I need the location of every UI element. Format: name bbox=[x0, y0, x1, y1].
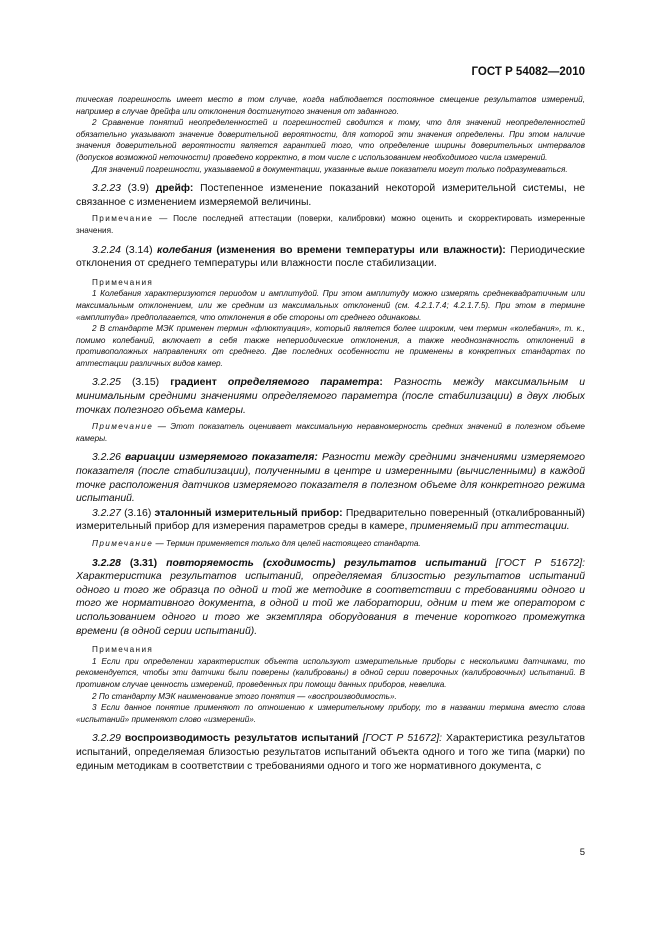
term-name: повторяемость (сходимость) результатов испытаний bbox=[166, 557, 487, 569]
document-body bbox=[76, 94, 585, 773]
term-3-2-28 bbox=[76, 557, 585, 639]
note-2: 2 Сравнение понятий неопределенностей и погрешностей сводится к тому, что для значений неопределенностей обязательно указывают значение доверительной вероятности, для которой эти значения определены. При этом наличие значения доверительной вероятности является гарантией того, что определение ширины доверительных интервалов (допусков возможной неточности) проведено корректно, в том числе с использованием необходимого числа измерений. bbox=[76, 118, 585, 162]
term-definition: Предварительно поверенный (откалиброванный) измерительный прибор для измерения параметров среды в камере, bbox=[76, 507, 586, 533]
term-definition: Разность между максимальным и минимальным средними значениями определяемого параметра (после стабилизации) в двух любых точках полезного объема камеры. bbox=[76, 377, 586, 416]
term-definition: Разности между средними значениями измеряемого показателя (после стабилизации), полученными в центре и измеренными (вычисленными) в каждой точке расположения датчиков измеряемого показателя в полезном объеме для конкретного режима испытаний. bbox=[76, 452, 585, 505]
term-definition-italic: применяемый при аттестации. bbox=[410, 521, 570, 533]
term-source: [ГОСТ Р 51672]: bbox=[495, 557, 586, 569]
term-3-2-23-note bbox=[76, 213, 585, 236]
document-code-header: ГОСТ Р 54082—2010 bbox=[471, 66, 585, 78]
note-2: 2 По стандарту МЭК наименование этого понятия — «воспроизводимость». bbox=[92, 691, 397, 701]
term-name: эталонный измерительный прибор: bbox=[154, 507, 343, 519]
note-text: — Термин применяется только для целей настоящего стандарта. bbox=[155, 539, 421, 548]
clause-reference: (3.9) bbox=[127, 183, 149, 195]
clause-reference: (3.15) bbox=[131, 377, 160, 389]
notes-heading: Примечания bbox=[92, 645, 154, 655]
term-definition: Характеристика результатов испытаний, определяемая близостью результатов испытаний одного и того же образца по одной и той же методике в соответствии с требованиями одного и того же нормативного документа, в одной и той же лаборатории, одним и тем же оператором с использованием одного и того же экземпляра оборудования в течение короткого промежутка времени (в одной серии испытаний). bbox=[76, 571, 585, 637]
term-definition: Постепенное изменение показаний некоторой измерительной системы, не связанное с изменением измеряемой величины. bbox=[76, 183, 585, 208]
clause-number: 3.2.28 bbox=[92, 557, 121, 569]
note-3: 3 Если данное понятие применяют по отношению к измерительному прибору, то в названии термина вместо слова «испытаний» применяют слово «измерений». bbox=[76, 703, 585, 724]
term-name: дрейф: bbox=[155, 183, 194, 195]
term-name-rest: (изменения во времени температуры или влажности): bbox=[216, 244, 506, 256]
note-label: Примечание bbox=[92, 422, 154, 432]
term-3-2-23 bbox=[76, 182, 585, 209]
note-label: Примечание bbox=[92, 539, 154, 548]
clause-reference: (3.16) bbox=[124, 507, 152, 519]
term-name: воспроизводимость результатов испытаний bbox=[124, 733, 359, 745]
page-number: 5 bbox=[579, 847, 585, 858]
term-3-2-25 bbox=[76, 376, 585, 417]
note-continuation: тическая погрешность имеет место в том случае, когда наблюдается постоянное смещение результатов измерений, например в случае дрейфа или отклонения достигнутого значения от заданного. bbox=[76, 95, 585, 116]
term-name: градиент bbox=[170, 377, 217, 389]
term-3-2-24 bbox=[76, 244, 585, 271]
note-1: 1 Если при определении характеристик объекта используют измерительные приборы с несколькими датчиками, то рекомендуется, чтобы эти датчики были поверены (калиброваны) в одной серии поверочных (калибровочных) испытаний. В противном случае ценность измерений, проведенных при помощи данных приборов, невелика. bbox=[76, 656, 585, 689]
term-3-2-27 bbox=[76, 507, 585, 534]
clause-number: 3.2.25 bbox=[92, 377, 121, 389]
notes-heading: Примечания bbox=[92, 277, 154, 287]
clause-number: 3.2.29 bbox=[92, 733, 121, 745]
term-3-2-29 bbox=[76, 732, 585, 773]
clause-number: 3.2.26 bbox=[92, 452, 121, 464]
term-definition: Характеристика результатов испытаний, определяемая близостью результатов испытаний объекта одного и того же типа (марки) по единым методикам в соответствии с требованиями одного и того же нормативного документа, с bbox=[76, 733, 585, 772]
clause-reference: (3.31) bbox=[129, 557, 158, 569]
term-name: колебания bbox=[157, 244, 212, 256]
note-label: Примечание bbox=[92, 214, 154, 224]
clause-number: 3.2.27 bbox=[92, 507, 121, 519]
term-colon: : bbox=[379, 377, 383, 389]
term-3-2-25-note bbox=[76, 421, 585, 444]
note-text: — Этот показатель оценивает максимальную неравномерность средних значений в полезном объеме камеры. bbox=[76, 422, 585, 443]
clause-number: 3.2.23 bbox=[92, 183, 121, 195]
term-source: [ГОСТ Р 51672]: bbox=[362, 733, 443, 745]
term-3-2-27-note bbox=[76, 538, 585, 550]
note-1: 1 Колебания характеризуются периодом и амплитудой. При этом амплитуду можно измерять среднеквадратичным или максимальным отклонением, или же средним из максимальных отклонений (см. 4.2.1.7.4; 4.2.1.7.5). При этом в термине «амплитуда» предполагается, что отклонения в обе стороны от среднего одинаковы. bbox=[76, 289, 585, 322]
note-2: 2 В стандарте МЭК применен термин «флюктуация», который является более широким, чем термин «колебания», т. к., помимо колебаний, включает в себя также непериодические отклонения, а также неоднозначность отклонений в противоположных направлениях от среднего. Две последних особенности не применены в конкретных стандартах по аттестации различных видов камер. bbox=[76, 324, 585, 368]
clause-number: 3.2.24 bbox=[92, 244, 121, 256]
clause-reference: (3.14) bbox=[125, 244, 153, 256]
term-name: вариации измеряемого показателя: bbox=[124, 452, 318, 464]
note-text: — После последней аттестации (поверки, калибровки) можно оценить и скорректировать измеренные значения. bbox=[76, 214, 585, 235]
term-definition: Периодические отклонения от среднего температуры или влажности после стабилизации. bbox=[76, 244, 586, 270]
note-3: Для значений погрешности, указываемой в документации, указанные выше показатели могут только подразумеваться. bbox=[92, 164, 568, 174]
term-name-italic: определяемого параметра bbox=[227, 377, 380, 389]
term-3-2-26 bbox=[76, 451, 585, 505]
